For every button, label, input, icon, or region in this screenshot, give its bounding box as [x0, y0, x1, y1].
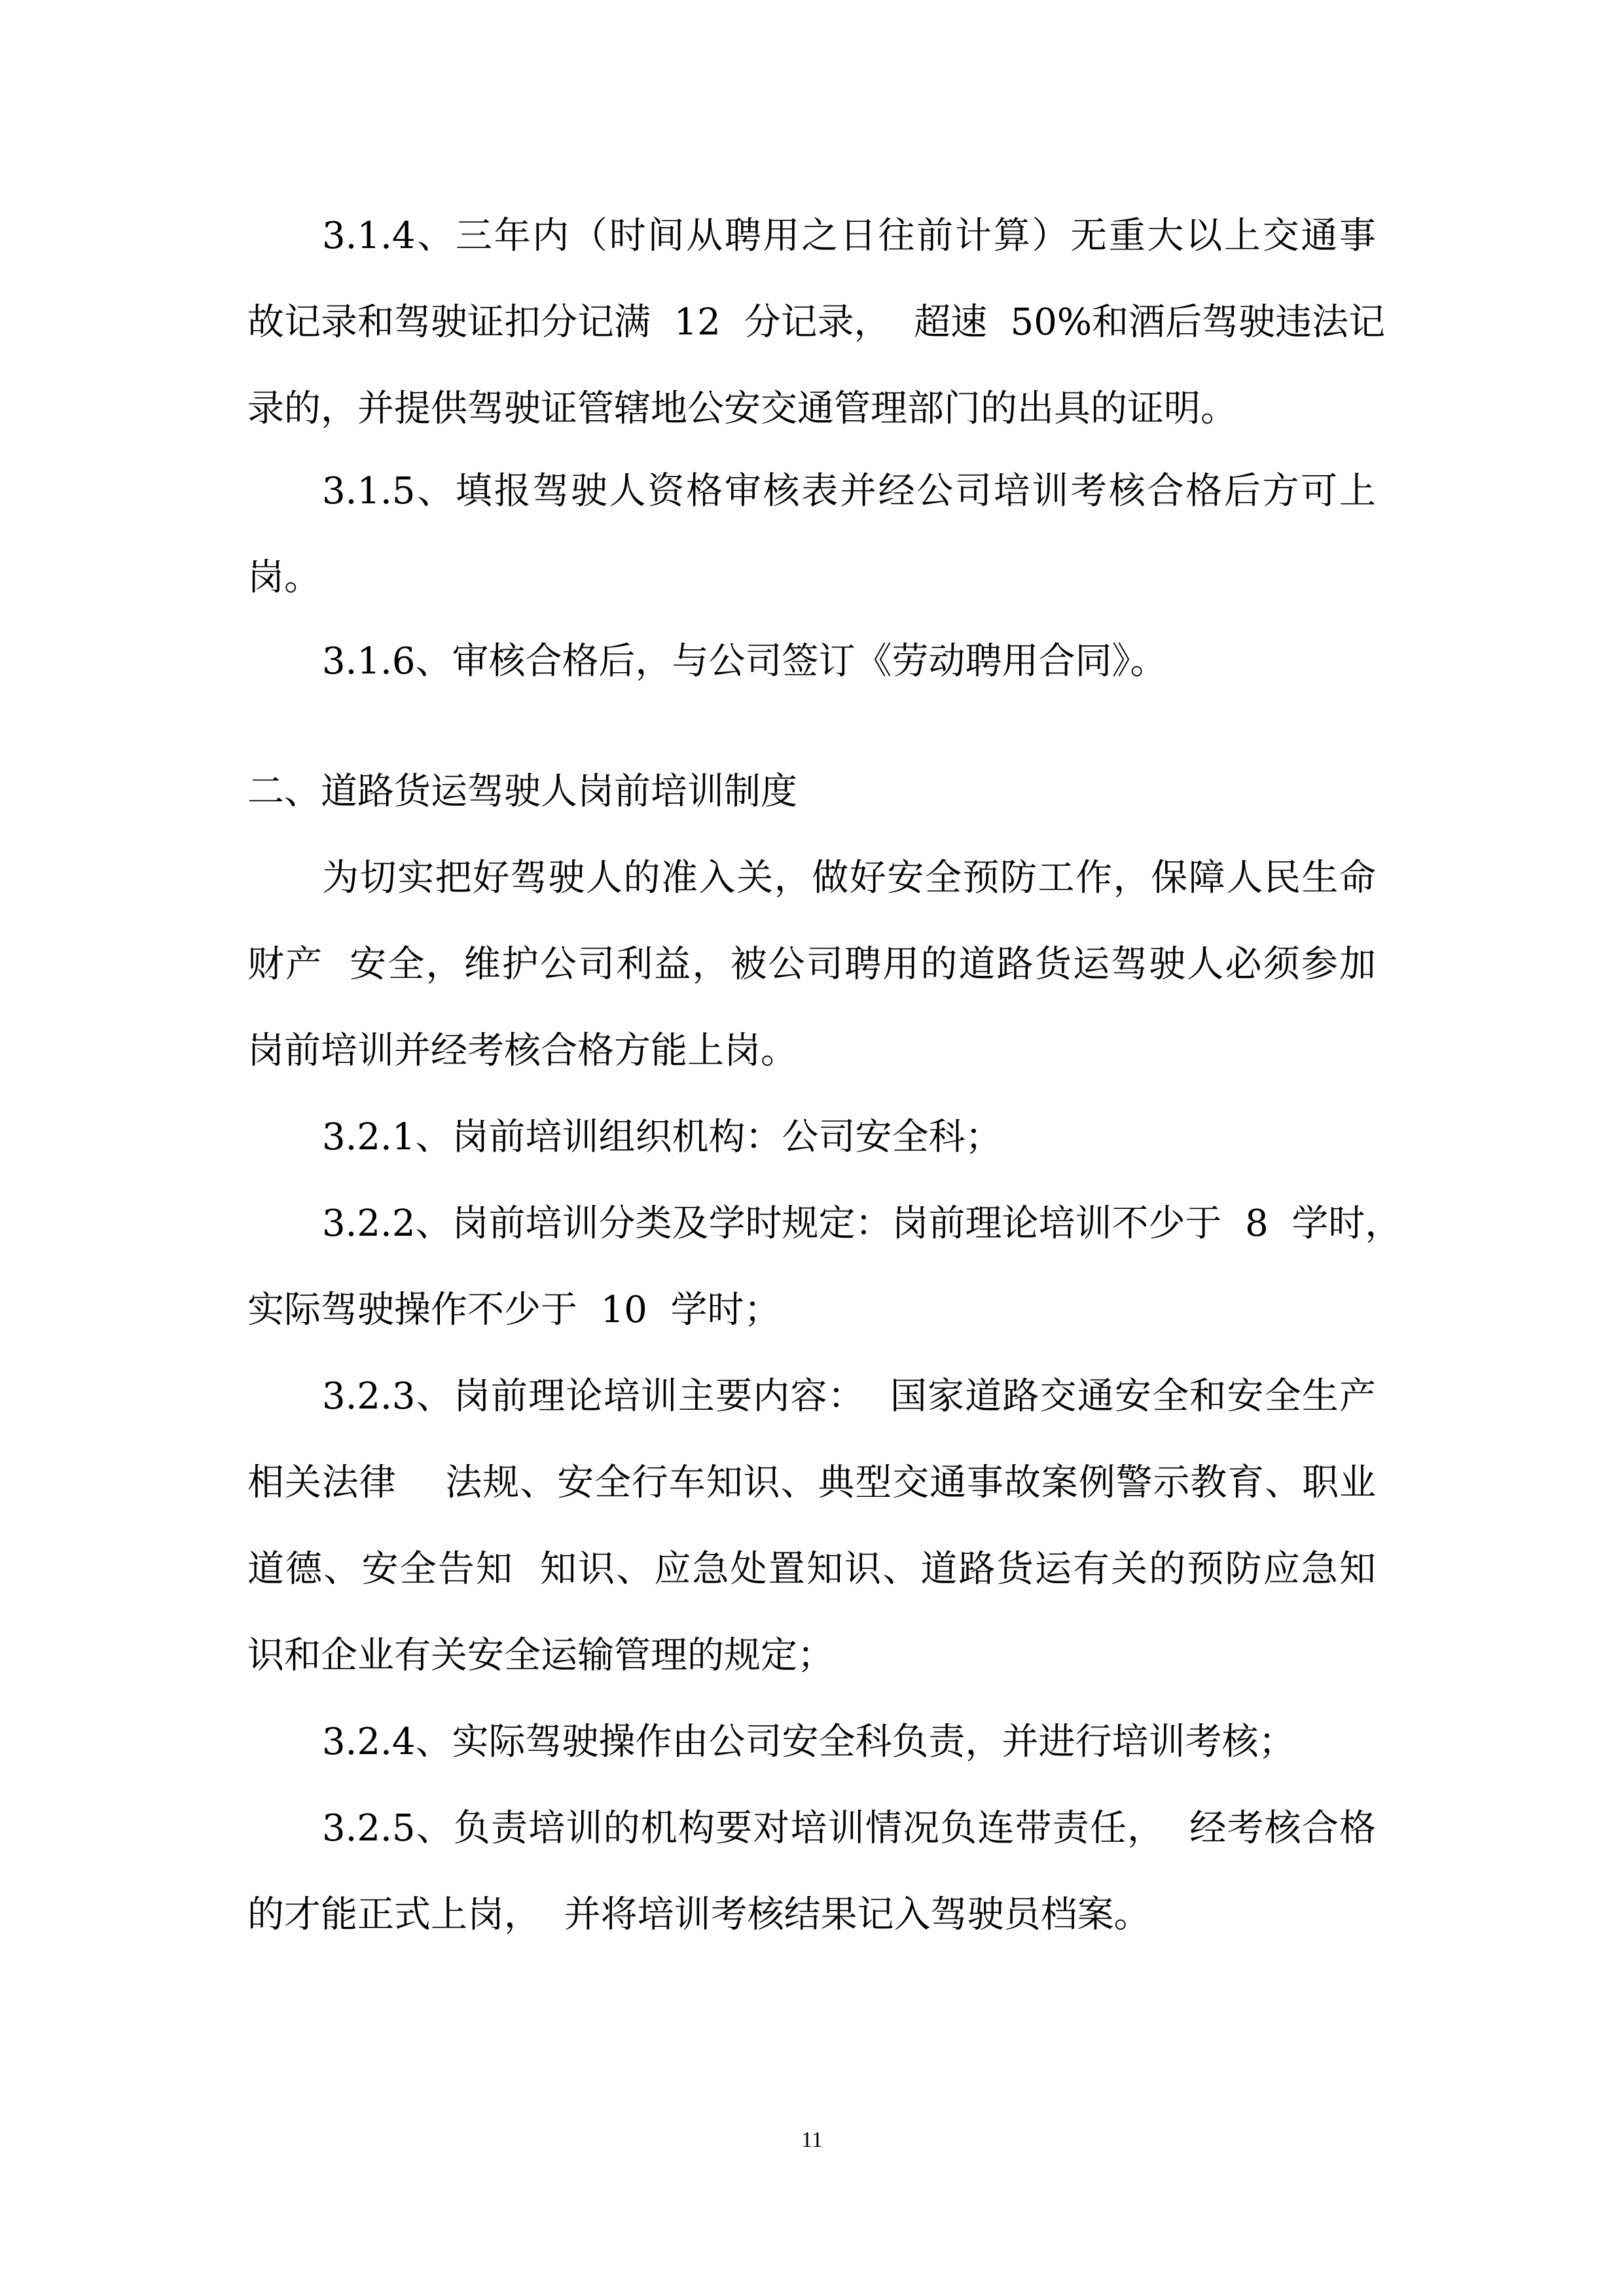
- page-number: 11: [801, 2128, 823, 2152]
- paragraph-line: 3.1.4、三年内（时间从聘用之日往前计算）无重大以上交通事: [322, 215, 1376, 257]
- paragraph-3-1-4: [247, 193, 1386, 452]
- paragraph-3-2-4: [247, 1699, 1376, 1785]
- paragraph-line: 实际驾驶操作不少于 10 学时；: [247, 1289, 781, 1331]
- paragraph-line: 3.2.4、实际驾驶操作由公司安全科负责，并进行培训考核；: [322, 1721, 1295, 1763]
- section-intro-paragraph: [247, 835, 1376, 1094]
- paragraph-line: 为切实把好驾驶人的准入关，做好安全预防工作，保障人民生命: [322, 857, 1376, 899]
- paragraph-line: 岗前培训并经考核合格方能上岗。: [247, 1030, 797, 1072]
- section-heading-block: [247, 749, 1376, 835]
- paragraph-line: 3.2.1、岗前培训组织机构：公司安全科；: [322, 1116, 1002, 1158]
- paragraph-3-2-5: [247, 1785, 1376, 1958]
- paragraph-line: 3.2.3、岗前理论培训主要内容： 国家道路交通安全和安全生产: [322, 1375, 1376, 1418]
- paragraph-line: 道德、安全告知 知识、应急处置知识、道路货运有关的预防应急知: [247, 1548, 1376, 1590]
- paragraph-line: 岗。: [247, 556, 321, 599]
- section-heading: 二、道路货运驾驶人岗前培训制度: [247, 770, 797, 813]
- paragraph-3-2-2: [247, 1181, 1402, 1354]
- paragraph-3-1-5: [247, 448, 1376, 621]
- paragraph-line: 的才能正式上岗， 并将培训考核结果记入驾驶员档案。: [247, 1893, 1151, 1936]
- paragraph-line: 识和企业有关安全运输管理的规定；: [247, 1634, 834, 1677]
- paragraph-3-2-1: [247, 1094, 1376, 1181]
- paragraph-line: 财产 安全，维护公司利益，被公司聘用的道路货运驾驶人必须参加: [247, 943, 1376, 986]
- paragraph-line: 相关法律 法规、安全行车知识、典型交通事故案例警示教育、职业: [247, 1462, 1376, 1504]
- paragraph-line: 故记录和驾驶证扣分记满 12 分记录， 超速 50%和酒后驾驶违法记: [247, 301, 1386, 344]
- paragraph-line: 录的，并提供驾驶证管辖地公安交通管理部门的出具的证明。: [247, 387, 1237, 430]
- paragraph-line: 3.1.5、填报驾驶人资格审核表并经公司培训考核合格后方可上: [322, 470, 1376, 512]
- paragraph-3-1-6: [247, 619, 1376, 705]
- paragraph-line: 3.2.5、负责培训的机构要对培训情况负连带责任， 经考核合格: [322, 1807, 1376, 1850]
- paragraph-line: 3.2.2、岗前培训分类及学时规定：岗前理论培训不少于 8 学时，: [322, 1202, 1402, 1245]
- paragraph-line: 3.1.6、审核合格后，与公司签订《劳动聘用合同》。: [322, 640, 1167, 683]
- paragraph-3-2-3: [247, 1354, 1376, 1699]
